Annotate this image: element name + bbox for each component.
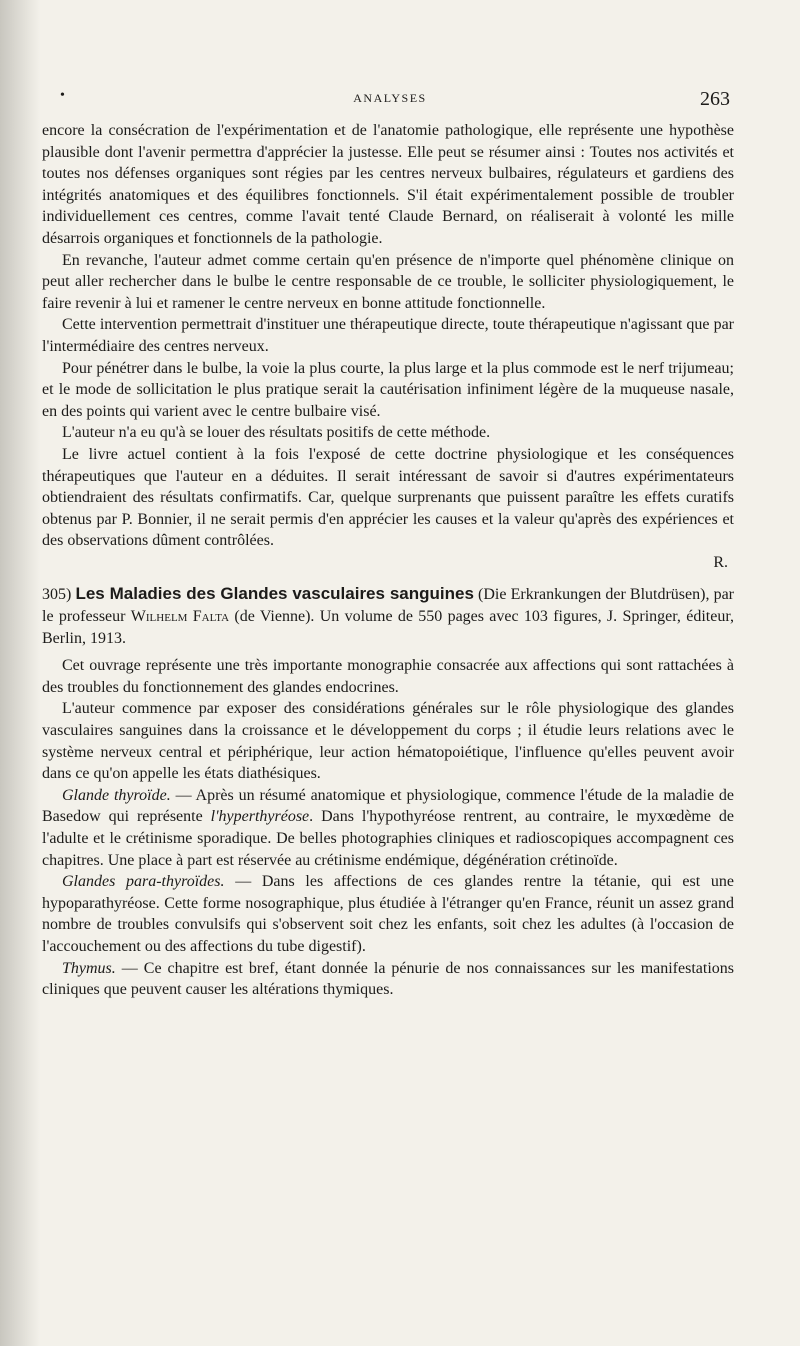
paragraph: En revanche, l'auteur admet comme certain qu'en présence de n'importe quel phénomène clinique on peut aller rechercher dans le bulbe le centre responsable de ce trouble, le solliciter physiologiquement, le faire revenir à lui et ramener le centre nerveux en bonne attitude fonctionnelle.: [42, 251, 734, 312]
binding-shadow: [0, 0, 40, 1346]
paragraph: Pour pénétrer dans le bulbe, la voie la plus courte, la plus large et la plus commode est le nerf trijumeau; et le mode de sollicitation le plus pratique serait la cautérisation infiniment légère de la muqueuse nasale, en des points qui varient avec le centre bulbaire visé.: [42, 359, 734, 420]
paragraph: encore la consécration de l'expérimentation et de l'anatomie pathologique, elle représente une hypothèse plausible dont l'avenir permettra d'apprécier la justesse. Elle peut se résumer ainsi : Toutes nos activités et toutes nos défenses organiques sont régies par les centres nerveux bulbaires, régulateurs et gardiens des intégrités anatomiques et des équilibres fonctionnels. S'il était expérimentalement possible de troubler individuellement ces centres, comme l'avait tenté Claude Bernard, on réaliserait à volonté les mille désarrois organiques et fonctionnels de la pathologie.: [42, 122, 734, 247]
paragraph: L'auteur n'a eu qu'à se louer des résultats positifs de cette méthode.: [62, 424, 491, 442]
header-bullet: •: [60, 88, 65, 103]
term-hyperthyreose: l'hyperthyréose: [210, 808, 310, 826]
paragraph: Cette intervention permettrait d'instituer une thérapeutique directe, toute thérapeutique n'agissant que par l'intermédiaire des centres nerveux.: [42, 316, 734, 355]
paragraph: [42, 871, 734, 957]
paragraph-text: — Ce chapitre est bref, étant donnée la pénurie de nos connaissances sur les manifestations cliniques que peuvent causer les altérations thymiques.: [42, 959, 734, 999]
section-label-thymus: Thymus.: [62, 959, 116, 977]
paragraph: Cet ouvrage représente une très importante monographie consacrée aux affections qui sont rattachées à des troubles du fonctionnement des glandes endocrines.: [42, 657, 734, 696]
entry-details: (Die Erkrankungen der Blutdrüsen), par le professeur: [42, 586, 735, 626]
section-label-parathyroid: Glandes para-thyroïdes.: [62, 873, 225, 891]
paragraph: [42, 958, 734, 1001]
section-label-thyroid: Glande thyroïde.: [62, 786, 171, 804]
paragraph-text: . Dans l'hypothyréose rentrent, au contraire, le myxœdème de l'adulte et le crétinisme sporadique. De belles photographies cliniques et radioscopiques accompagnent ces chapitres. Une place à part est réservée au crétinisme endémique, dégénération crétinoïde.: [42, 808, 734, 869]
paragraph-text: — Après un résumé anatomique et physiologique, commence l'étude de la maladie de Basedow qui représente: [42, 786, 735, 826]
paragraph: L'auteur commence par exposer des considérations générales sur le rôle physiologique des glandes vasculaires sanguines dans la croissance et le développement du corps ; il étudie leurs relations avec le système nerveux central et périphérique, leur action hématopoiétique, l'influence qu'elles peuvent avoir dans ce qu'on appelle les états diathésiques.: [42, 700, 734, 783]
paragraph: Le livre actuel contient à la fois l'exposé de cette doctrine physiologique et les conséquences thérapeutiques que l'auteur en a déduites. Il serait intéressant de savoir si d'autres expérimentateurs obtiendraient des résultats confirmatifs. Car, quelque surprenants que puissent paraître les effets curatifs obtenus par P. Bonnier, il ne serait permis d'en apprécier les causes et la valeur qu'après des expériences et des observations dûment contrôlées.: [42, 445, 734, 550]
entry-author: Wilhelm Falta: [130, 608, 230, 626]
bibliographic-entry: [42, 583, 734, 649]
page-body: [42, 120, 734, 1001]
paragraph: [42, 785, 734, 871]
entry-publication: (de Vienne). Un volume de 550 pages avec 103 figures, J. Springer, éditeur, Berlin, 1913.: [42, 608, 735, 647]
page-number: 263: [700, 88, 730, 110]
entry-number: 305): [42, 586, 72, 604]
reviewer-signature: R.: [713, 553, 728, 571]
entry-title: Les Maladies des Glandes vasculaires sanguines: [75, 584, 474, 604]
page-header: [40, 88, 740, 114]
running-title: ANALYSES: [353, 91, 427, 105]
paragraph-text: — Dans les affections de ces glandes rentre la tétanie, qui est une hypoparathyréose. Cette forme nosographique, plus étudiée à l'étranger qu'en France, réunit un assez grand nombre de troubles convulsifs qui s'observent soit chez les enfants, soit chez les adultes (à l'occasion de l'accouchement ou des affections du tube digestif).: [42, 873, 734, 955]
